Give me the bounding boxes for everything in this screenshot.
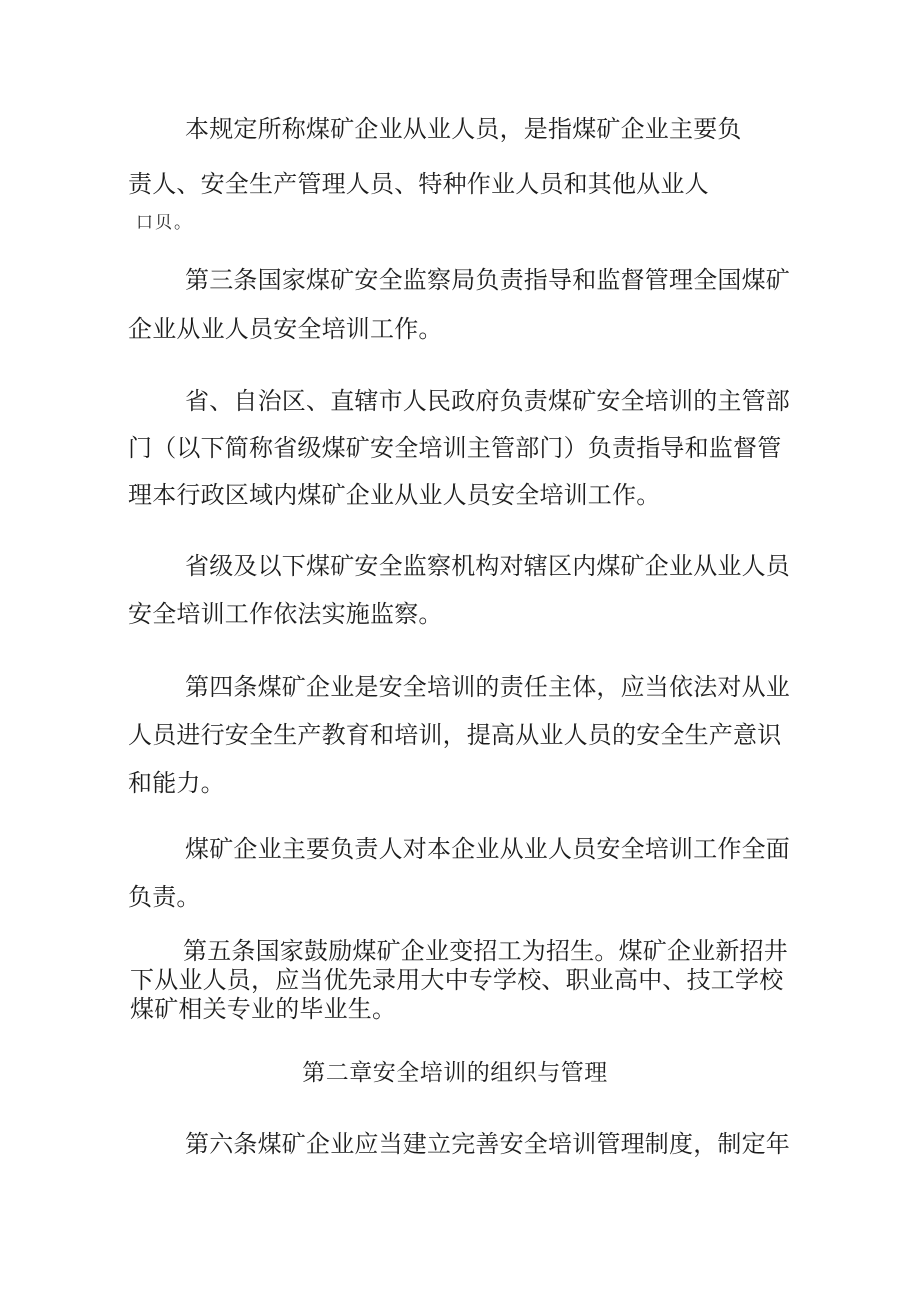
paragraph-article-3 xyxy=(128,257,828,355)
text-line: 负责。 xyxy=(128,885,201,911)
paragraph-supervision-agencies xyxy=(128,543,828,639)
text-line: 下从业人员，应当优先录用大中专学校、职业高中、技工学校 xyxy=(130,968,784,994)
paragraph-article-4 xyxy=(128,664,828,808)
text-line: 煤矿企业主要负责人对本企业从业人员安全培训工作全面 xyxy=(185,837,790,863)
paragraph-definition-of-personnel xyxy=(128,103,828,213)
text-line: 门（以下简称省级煤矿安全培训主管部门）负责指导和监督管 xyxy=(128,436,782,462)
ocr-artifact-small-text: 口贝。 xyxy=(136,213,193,232)
paragraph-provincial-departments xyxy=(128,379,828,520)
text-line: 第四条煤矿企业是安全培训的责任主体，应当依法对从业 xyxy=(185,675,790,701)
paragraph-article-5 xyxy=(130,938,830,1025)
text-line: 省级及以下煤矿安全监察机构对辖区内煤矿企业从业人员 xyxy=(185,554,790,580)
text-line: 本规定所称煤矿企业从业人员，是指煤矿企业主要负 xyxy=(185,117,742,143)
chapter-2-heading: 第二章安全培训的组织与管理 xyxy=(302,1060,608,1085)
paragraph-principal-responsibility xyxy=(128,826,828,922)
text-line: 理本行政区域内煤矿企业从业人员安全培训工作。 xyxy=(128,483,661,509)
text-line: 第五条国家鼓励煤矿企业变招工为招生。煤矿企业新招井 xyxy=(183,939,788,965)
text-line: 人员进行安全生产教育和培训，提高从业人员的安全生产意识 xyxy=(128,723,782,749)
paragraph-article-6 xyxy=(128,1129,828,1161)
text-line: 第三条国家煤矿安全监察局负责指导和监督管理全国煤矿 xyxy=(185,268,790,294)
text-line: 和能力。 xyxy=(128,771,225,797)
text-line: 责人、安全生产管理人员、特种作业人员和其他从业人 xyxy=(128,172,709,198)
text-line: 第六条煤矿企业应当建立完善安全培训管理制度，制定年 xyxy=(185,1132,790,1158)
text-line: 省、自治区、直辖市人民政府负责煤矿安全培训的主管部 xyxy=(185,389,790,415)
text-line: 煤矿相关专业的毕业生。 xyxy=(130,997,397,1023)
text-line: 安全培训工作依法实施监察。 xyxy=(128,602,443,628)
text-line: 企业从业人员安全培训工作。 xyxy=(128,317,443,343)
